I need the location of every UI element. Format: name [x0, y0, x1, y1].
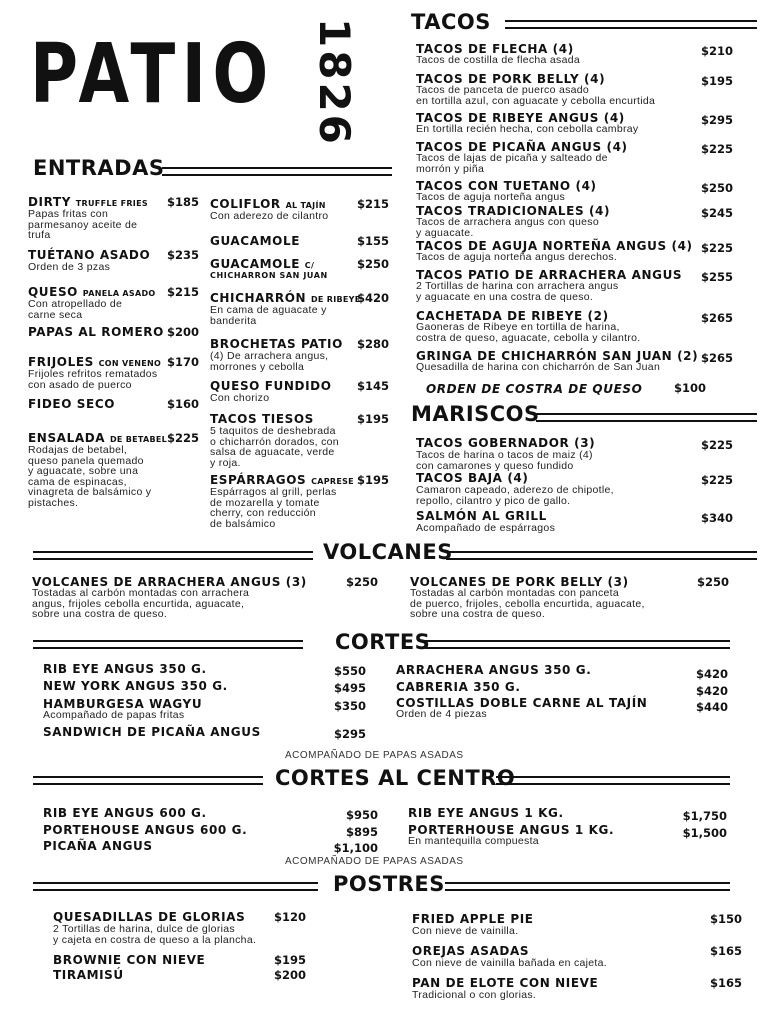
- divider: [446, 551, 757, 560]
- item-name: [412, 945, 529, 958]
- item-description: pistaches.: [28, 496, 79, 509]
- divider: [33, 882, 318, 891]
- item-name: [43, 824, 247, 837]
- item-price: $495: [333, 681, 366, 695]
- item-name-text: COSTILLAS DOBLE CARNE AL TAJÍN: [396, 696, 648, 710]
- item-price: $150: [709, 912, 742, 926]
- item-description: trufa: [28, 229, 51, 241]
- item-price: $250: [345, 575, 378, 589]
- extra-price: $100: [673, 381, 706, 395]
- item-price: $225: [700, 142, 733, 156]
- item-description: costra de queso, aguacate, cebolla y cilantro.: [416, 331, 641, 344]
- item-price: $200: [166, 325, 199, 339]
- section-title-mariscos: MARISCOS: [411, 402, 540, 426]
- brand-year: 1826: [310, 18, 359, 147]
- item-name: [210, 235, 300, 248]
- item-name-text: ESPÁRRAGOS: [210, 473, 307, 487]
- item-price: $340: [700, 511, 733, 525]
- item-price: $280: [356, 337, 389, 351]
- item-name: [412, 977, 598, 990]
- item-name-text: TACOS BAJA (4): [416, 471, 529, 485]
- item-price: $895: [345, 825, 378, 839]
- item-name-text: TUÉTANO ASADO: [28, 248, 151, 262]
- item-price: $1,500: [682, 826, 727, 840]
- item-description: de mozarella y tomate: [210, 496, 320, 509]
- item-name: [210, 258, 314, 271]
- item-name-text: SALMÓN AL GRILL: [416, 509, 547, 523]
- divider: [162, 167, 392, 176]
- divider: [445, 882, 730, 891]
- item-description: Rodajas de betabel,: [28, 444, 128, 456]
- section-title-cortes-centro: CORTES AL CENTRO: [275, 766, 516, 790]
- cortes-centro-note: ACOMPAÑADO DE PAPAS ASADAS: [285, 856, 464, 867]
- item-name: [43, 807, 207, 820]
- item-name-text: ARRACHERA ANGUS 350 G.: [396, 663, 592, 677]
- item-name-text: QUESO FUNDIDO: [210, 379, 332, 393]
- item-name-text: OREJAS ASADAS: [412, 944, 530, 958]
- item-description: de balsámico: [210, 517, 276, 530]
- item-name: [396, 681, 520, 694]
- item-name-text: PAPAS AL ROMERO: [28, 325, 164, 339]
- item-description: Orden de 4 piezas: [396, 708, 487, 720]
- item-name: [43, 663, 207, 676]
- item-name-text: PORTERHOUSE ANGUS 1 KG.: [408, 823, 615, 837]
- item-description: con asado de puerco: [28, 378, 132, 391]
- item-name-text: PORTEHOUSE ANGUS 600 G.: [43, 823, 248, 837]
- item-description: Tacos de harina o tacos de maiz (4): [416, 449, 593, 461]
- item-price: $195: [356, 412, 389, 426]
- item-price: $420: [356, 291, 389, 305]
- divider: [536, 413, 757, 422]
- item-name-text: BROWNIE CON NIEVE: [53, 953, 206, 967]
- item-name: [416, 437, 595, 450]
- item-description: sobre una costra de queso.: [32, 608, 168, 620]
- item-description: Con nieve de vainilla.: [412, 925, 519, 937]
- item-description: Tacos de panceta de puerco asado: [416, 84, 590, 96]
- item-description: y aguacate.: [416, 226, 474, 239]
- item-description: carne seca: [28, 308, 83, 321]
- item-description: Tostadas al carbón montadas con panceta: [410, 587, 619, 599]
- item-description: sobre una costra de queso.: [410, 608, 546, 620]
- item-price: $145: [356, 379, 389, 393]
- section-title-cortes: CORTES: [335, 630, 431, 654]
- item-description: Tradicional o con glorias.: [412, 989, 537, 1001]
- item-price: $550: [333, 664, 366, 678]
- item-name-text: FIDEO SECO: [28, 397, 116, 411]
- section-title-postres: POSTRES: [333, 872, 445, 896]
- item-price: $165: [709, 976, 742, 990]
- item-price: $195: [700, 74, 733, 88]
- item-name-text: GRINGA DE CHICHARRÓN SAN JUAN (2): [416, 349, 699, 363]
- item-price: $225: [700, 241, 733, 255]
- item-name-text: FRIED APPLE PIE: [412, 912, 534, 926]
- section-title-volcanes: VOLCANES: [323, 540, 453, 564]
- item-description: Con atropellado de: [28, 298, 123, 310]
- item-description: Con nieve de vainilla bañada en cajeta.: [412, 957, 607, 969]
- item-name-text: TACOS TIESOS: [210, 412, 314, 426]
- cortes-note: ACOMPAÑADO DE PAPAS ASADAS: [285, 750, 464, 761]
- item-price: $195: [273, 953, 306, 967]
- item-description: banderita: [210, 314, 257, 327]
- item-name-text: HAMBURGESA WAGYU: [43, 697, 203, 711]
- item-price: $1,750: [682, 809, 727, 823]
- item-description: (4) De arrachera angus,: [210, 350, 329, 362]
- item-name-text: GUACAMOLE: [210, 257, 300, 271]
- item-price: $170: [166, 355, 199, 369]
- item-name: [28, 249, 150, 262]
- item-price: $235: [166, 248, 199, 262]
- item-price: $420: [695, 684, 728, 698]
- item-name-text: TACOS DE RIBEYE ANGUS (4): [416, 111, 625, 125]
- item-description: Con aderezo de cilantro: [210, 210, 329, 222]
- item-price: $160: [166, 397, 199, 411]
- divider: [425, 640, 730, 649]
- section-title-tacos: TACOS: [411, 10, 491, 34]
- item-description: de puerco, frijoles, cebolla encurtida, aguacate,: [410, 597, 645, 610]
- item-price: $195: [356, 473, 389, 487]
- item-price: $185: [166, 195, 199, 209]
- item-name: [416, 510, 547, 523]
- item-description: con camarones y queso fundido: [416, 459, 574, 472]
- item-description: y aguacate en una costra de queso.: [416, 290, 594, 303]
- item-price: $265: [700, 311, 733, 325]
- item-price: $225: [700, 473, 733, 487]
- item-price: $245: [700, 206, 733, 220]
- item-price: $250: [696, 575, 729, 589]
- item-name-text: RIB EYE ANGUS 1 KG.: [408, 806, 564, 820]
- item-description: Con chorizo: [210, 392, 270, 404]
- item-description: 2 Tortillas de harina con arrachera angus: [416, 280, 619, 292]
- item-name-text: ENSALADA: [28, 431, 106, 445]
- item-name-sub: AL TAJÍN: [285, 201, 326, 210]
- item-description: y cajeta en costra de queso a la plancha.: [53, 933, 257, 946]
- item-name-sub: PANELA ASADO: [82, 289, 156, 298]
- item-name-text: TACOS TRADICIONALES (4): [416, 204, 611, 218]
- item-description: Tacos de costilla de flecha asada: [416, 54, 580, 66]
- item-name-text: CACHETADA DE RIBEYE (2): [416, 309, 609, 323]
- item-description: morrón y piña: [416, 162, 485, 175]
- item-description: repollo, cilantro y pico de gallo.: [416, 494, 571, 507]
- item-name-text: TACOS DE PORK BELLY (4): [416, 72, 606, 86]
- item-price: $1,100: [333, 841, 378, 855]
- item-price: $165: [709, 944, 742, 958]
- item-name: [43, 726, 261, 739]
- item-name-sub: CHICHARRON SAN JUAN: [210, 271, 328, 280]
- item-name: [210, 413, 314, 426]
- item-name: [53, 969, 124, 982]
- item-description: En mantequilla compuesta: [408, 835, 539, 847]
- item-description: Tacos de lajas de picaña y salteado de: [416, 152, 608, 164]
- item-description: Tacos de arrachera angus con queso: [416, 216, 599, 228]
- item-name-text: CABRERIA 350 G.: [396, 680, 521, 694]
- item-name-text: PAN DE ELOTE CON NIEVE: [412, 976, 599, 990]
- divider: [33, 640, 303, 649]
- item-name: [396, 664, 591, 677]
- item-name-text: GUACAMOLE: [210, 234, 300, 248]
- item-description: Tacos de aguja norteña angus derechos.: [416, 251, 618, 263]
- item-price: $225: [166, 431, 199, 445]
- divider: [505, 20, 757, 29]
- item-description: cherry, con reducción: [210, 507, 316, 519]
- item-price: $120: [273, 910, 306, 924]
- item-description: Quesadilla de harina con chicharrón de San Juan: [416, 361, 661, 373]
- item-price: $155: [356, 234, 389, 248]
- item-name: [210, 198, 326, 211]
- item-name: [408, 807, 564, 820]
- item-name-text: QUESO: [28, 285, 78, 299]
- item-name: [53, 911, 245, 924]
- item-name-text: TACOS DE FLECHA (4): [416, 42, 574, 56]
- item-price: $350: [333, 699, 366, 713]
- extra-name: ORDEN DE COSTRA DE QUESO: [426, 382, 643, 396]
- item-description: Espárragos al grill, perlas: [210, 486, 337, 498]
- item-name-sub: DE RIBEYE: [310, 295, 361, 304]
- item-description: morrones y cebolla: [210, 360, 305, 373]
- item-price: $250: [356, 257, 389, 271]
- item-name-text: TACOS DE AGUJA NORTEÑA ANGUS (4): [416, 239, 693, 253]
- item-description: Gaoneras de Ribeye en tortilla de harina,: [416, 321, 620, 333]
- divider: [33, 776, 263, 785]
- item-description: cama de espinacas,: [28, 475, 127, 488]
- item-description: Orden de 3 pzas: [28, 261, 111, 273]
- item-name-sub: DE BETABEL: [109, 435, 168, 444]
- item-description: o chicharrón dorados, con: [210, 435, 339, 448]
- item-name-text: FRIJOLES: [28, 355, 94, 369]
- item-description: 5 taquitos de deshebrada: [210, 425, 336, 437]
- item-name: [43, 840, 153, 853]
- item-name: [28, 196, 148, 209]
- item-price: $215: [356, 197, 389, 211]
- item-name-text: TACOS PATIO DE ARRACHERA ANGUS: [416, 268, 683, 282]
- item-description: 2 Tortillas de harina, dulce de glorias: [53, 923, 235, 935]
- item-description: En cama de aguacate y: [210, 304, 327, 316]
- item-name: [210, 380, 332, 393]
- item-price: $255: [700, 270, 733, 284]
- item-name-text: NEW YORK ANGUS 350 G.: [43, 679, 228, 693]
- item-description: Camaron capeado, aderezo de chipotle,: [416, 484, 614, 496]
- item-name-sub: CAPRESE: [311, 477, 354, 486]
- item-name-text: TACOS GOBERNADOR (3): [416, 436, 596, 450]
- item-name-text: VOLCANES DE PORK BELLY (3): [410, 575, 629, 589]
- item-description: vinagreta de balsámico y: [28, 486, 152, 498]
- item-name-text: QUESADILLAS DE GLORIAS: [53, 910, 246, 924]
- divider: [33, 551, 313, 560]
- item-name-text: COLIFLOR: [210, 197, 281, 211]
- item-name-text: TACOS CON TUETANO (4): [416, 179, 597, 193]
- item-name-sub: CON VENENO: [98, 359, 162, 368]
- item-name: [53, 954, 205, 967]
- item-name: [412, 913, 534, 926]
- item-description: Tostadas al carbón montadas con arrachera: [32, 587, 250, 599]
- item-description: Acompañado de espárragos: [416, 522, 556, 534]
- item-description: angus, frijoles cebolla encurtida, aguacate,: [32, 597, 245, 610]
- item-name-sub: C/: [304, 261, 315, 270]
- item-description: salsa de aguacate, verde: [210, 446, 335, 458]
- section-title-entradas: ENTRADAS: [33, 156, 165, 180]
- item-name-text: TIRAMISÚ: [53, 968, 124, 982]
- divider: [496, 776, 730, 785]
- item-name-text: CHICHARRÓN: [210, 291, 307, 305]
- item-description: parmesanoy aceite de: [28, 218, 138, 231]
- item-price: $295: [333, 727, 366, 741]
- item-description: queso panela quemado: [28, 454, 144, 467]
- item-price: $265: [700, 351, 733, 365]
- item-price: $295: [700, 113, 733, 127]
- item-name-text: TACOS DE PICAÑA ANGUS (4): [416, 140, 628, 154]
- item-description: Tacos de aguja norteña angus: [416, 191, 566, 203]
- item-name: [43, 680, 228, 693]
- item-price: $250: [700, 181, 733, 195]
- item-name: [210, 338, 343, 351]
- item-price: $215: [166, 285, 199, 299]
- item-price: $950: [345, 808, 378, 822]
- item-name: [416, 472, 528, 485]
- item-name: [28, 398, 115, 411]
- item-price: $210: [700, 44, 733, 58]
- item-price: $420: [695, 667, 728, 681]
- item-description: y aguacate, sobre una: [28, 465, 139, 477]
- item-name-text: PICAÑA ANGUS: [43, 839, 153, 853]
- item-price: $200: [273, 968, 306, 982]
- item-description: Acompañado de papas fritas: [43, 709, 185, 721]
- item-price: $225: [700, 438, 733, 452]
- item-name: [28, 286, 156, 299]
- item-name-text: RIB EYE ANGUS 600 G.: [43, 806, 207, 820]
- item-name-text: SANDWICH DE PICAÑA ANGUS: [43, 725, 261, 739]
- item-name-text: DIRTY: [28, 195, 72, 209]
- item-name-sub: TRUFFLE FRIES: [75, 199, 148, 208]
- item-name-text: VOLCANES DE ARRACHERA ANGUS (3): [32, 575, 307, 589]
- item-price: $440: [695, 700, 728, 714]
- brand-name: PATIO: [30, 27, 275, 122]
- item-description: y roja.: [210, 456, 241, 469]
- item-description: en tortilla azul, con aguacate y cebolla encurtida: [416, 94, 656, 107]
- item-description: Papas fritas con: [28, 208, 109, 220]
- item-description: En tortilla recién hecha, con cebolla cambray: [416, 123, 639, 135]
- item-description: Frijoles refritos rematados: [28, 368, 158, 380]
- item-name-text: RIB EYE ANGUS 350 G.: [43, 662, 207, 676]
- item-name-text: BROCHETAS PATIO: [210, 337, 343, 351]
